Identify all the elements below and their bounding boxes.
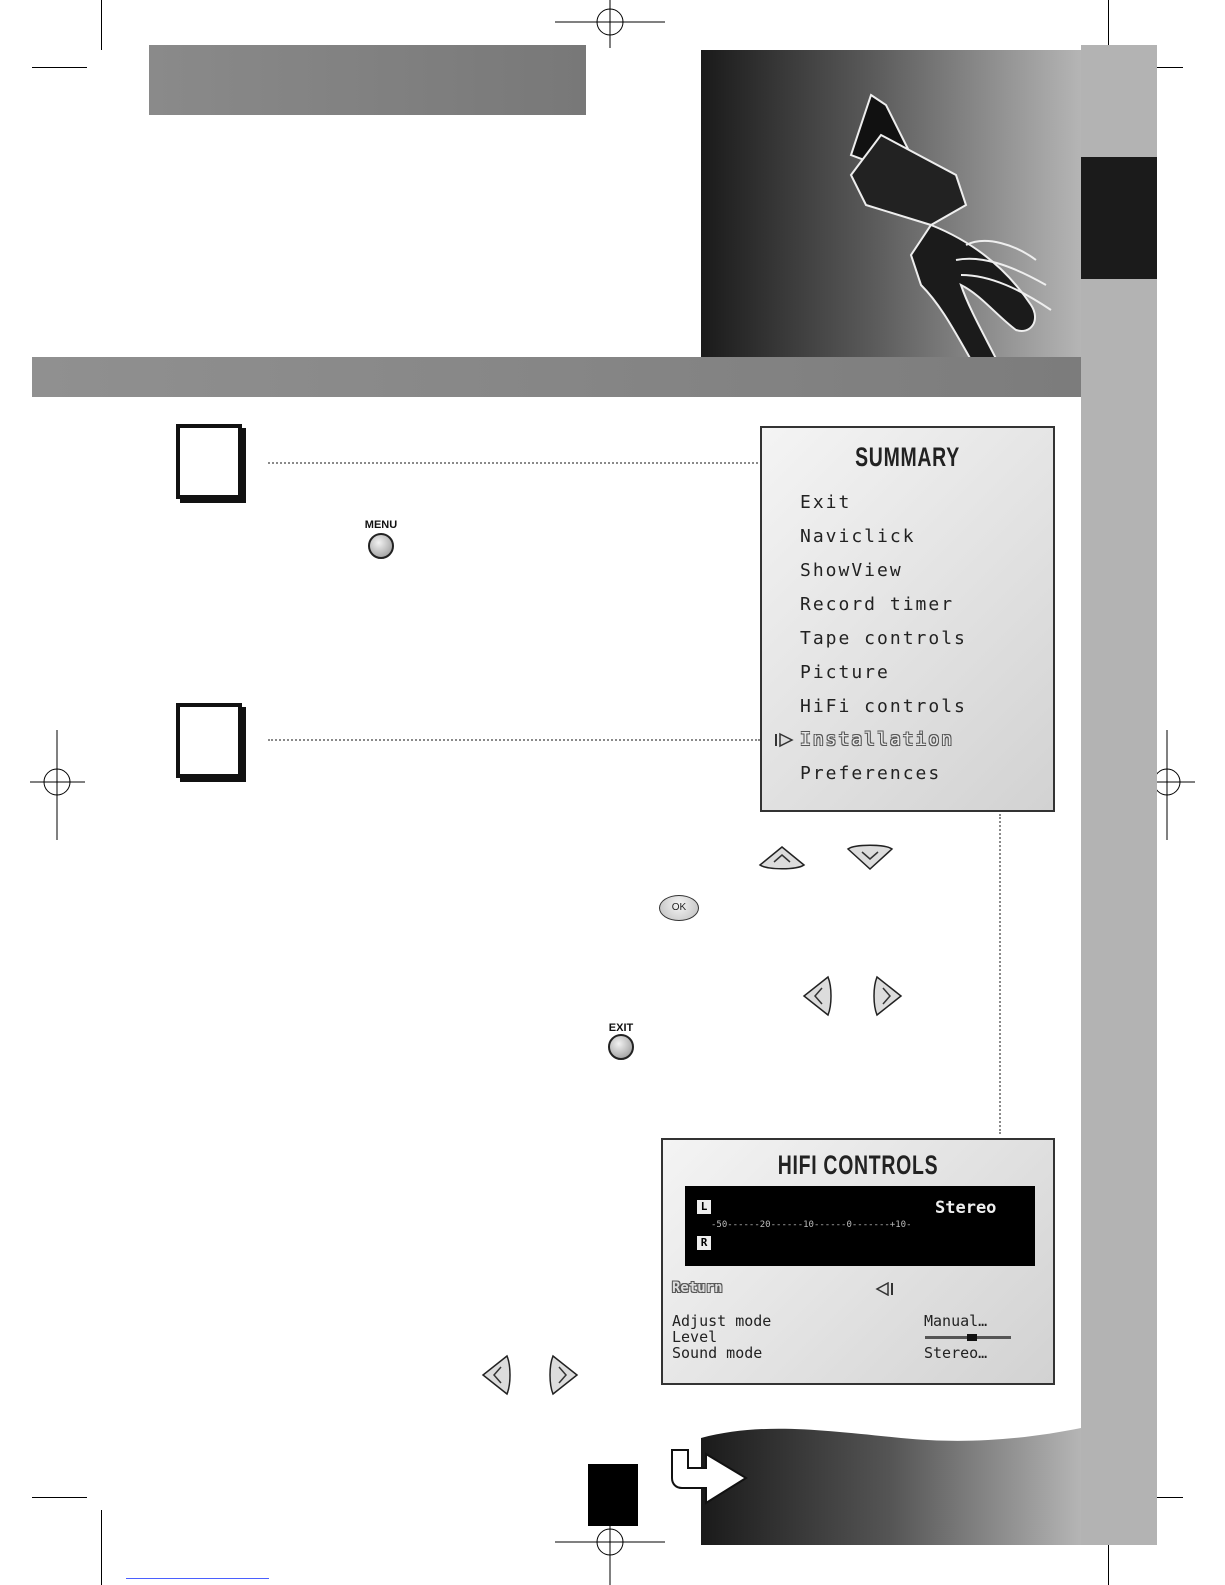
hifi-controls-screen bbox=[661, 1138, 1055, 1385]
adjust-mode-label[interactable]: Adjust mode bbox=[672, 1312, 772, 1330]
menu-button-label: MENU bbox=[364, 519, 398, 531]
sound-mode-label[interactable]: Sound mode bbox=[672, 1344, 763, 1362]
level-meter-panel bbox=[685, 1186, 1035, 1266]
crop-mark bbox=[1108, 0, 1109, 50]
menu-button[interactable] bbox=[368, 533, 394, 559]
chapter-tab bbox=[1081, 157, 1157, 279]
menu-item-hifi-controls[interactable]: HiFi controls bbox=[800, 696, 967, 717]
step-2-box bbox=[176, 703, 242, 778]
crop-mark bbox=[32, 67, 87, 68]
section-header-bar bbox=[32, 357, 1081, 397]
summary-menu-screen bbox=[760, 426, 1055, 812]
step-1-box bbox=[176, 424, 242, 499]
menu-item-preferences[interactable]: Preferences bbox=[800, 763, 942, 784]
return-arrow-icon bbox=[875, 1282, 895, 1296]
menu-item-exit[interactable]: Exit bbox=[800, 492, 852, 513]
level-slider[interactable] bbox=[925, 1336, 1011, 1339]
crop-mark bbox=[101, 1510, 102, 1585]
next-page-arrow-icon[interactable] bbox=[668, 1448, 752, 1506]
up-arrow-button-icon[interactable] bbox=[757, 843, 807, 873]
left-arrow-button-icon[interactable] bbox=[800, 975, 832, 1017]
left-arrow-button-icon-2[interactable] bbox=[479, 1354, 511, 1396]
stereo-badge: Stereo bbox=[935, 1198, 997, 1218]
menu-item-record-timer[interactable]: Record timer bbox=[800, 594, 955, 615]
level-slider-handle[interactable] bbox=[967, 1334, 977, 1341]
menu-item-tape-controls[interactable]: Tape controls bbox=[800, 628, 967, 649]
pointing-hand-icon bbox=[701, 50, 1081, 357]
crop-mark bbox=[32, 1497, 87, 1498]
callout-line-vertical bbox=[999, 814, 1001, 1134]
return-item[interactable]: Return bbox=[672, 1280, 723, 1296]
callout-line-2 bbox=[268, 739, 760, 741]
callout-line-1 bbox=[268, 462, 758, 464]
registration-mark-top bbox=[555, 0, 665, 50]
menu-item-picture[interactable]: Picture bbox=[800, 662, 890, 683]
adjust-mode-value: Manual… bbox=[924, 1312, 988, 1330]
crop-mark bbox=[101, 0, 102, 50]
channel-right-badge: R bbox=[697, 1236, 711, 1250]
hero-image bbox=[701, 50, 1081, 357]
sound-mode-value: Stereo… bbox=[924, 1344, 988, 1362]
menu-item-showview[interactable]: ShowView bbox=[800, 560, 903, 581]
hifi-title: HIFI CONTROLS bbox=[777, 1150, 939, 1180]
channel-left-badge: L bbox=[697, 1200, 711, 1214]
summary-title: SUMMARY bbox=[855, 442, 960, 472]
level-scale: -50------20------10------0-------+10- bbox=[711, 1220, 912, 1230]
registration-mark-left bbox=[30, 730, 85, 840]
selection-arrow-icon bbox=[774, 732, 796, 748]
level-label[interactable]: Level bbox=[672, 1328, 718, 1346]
chapter-title-bar bbox=[149, 45, 586, 115]
ok-button[interactable]: OK bbox=[659, 895, 699, 921]
menu-item-naviclick[interactable]: Naviclick bbox=[800, 526, 916, 547]
down-arrow-button-icon[interactable] bbox=[845, 843, 895, 873]
exit-button-label: EXIT bbox=[608, 1022, 634, 1034]
menu-item-installation[interactable]: Installation bbox=[800, 729, 955, 750]
footer-wave bbox=[701, 1420, 1081, 1545]
page-number-box bbox=[588, 1464, 638, 1526]
bottom-link-underline bbox=[126, 1578, 269, 1579]
registration-mark-bottom bbox=[555, 1520, 665, 1585]
exit-button[interactable] bbox=[608, 1034, 634, 1060]
right-arrow-button-icon-2[interactable] bbox=[549, 1354, 581, 1396]
right-arrow-button-icon[interactable] bbox=[873, 975, 905, 1017]
